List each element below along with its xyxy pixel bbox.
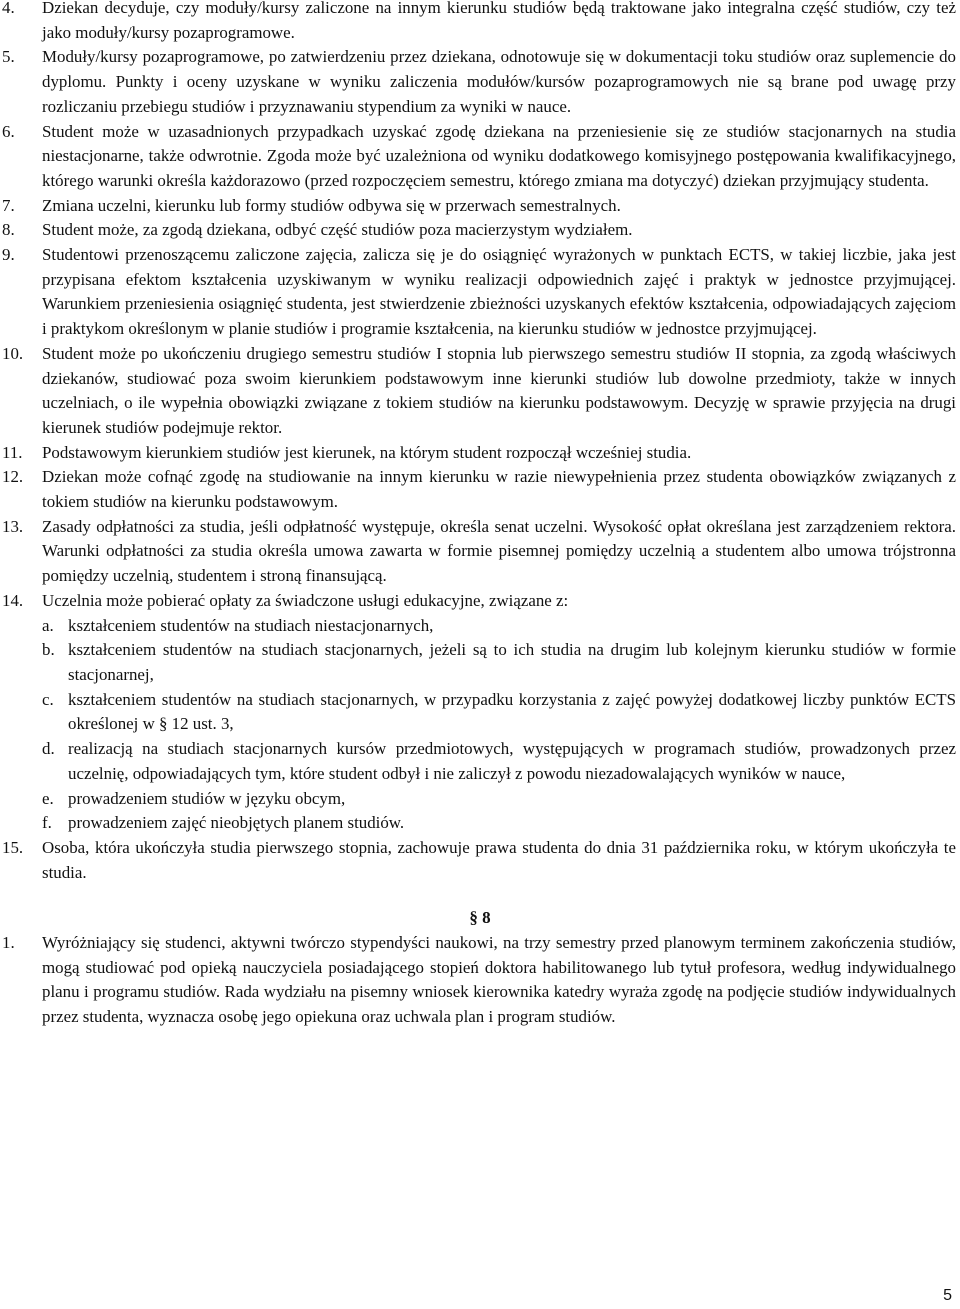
list-item — [0, 120, 960, 194]
item-number: 12. — [2, 467, 24, 487]
sublist-text: prowadzeniem zajęć nieobjętych planem studiów. — [68, 813, 405, 833]
sublist-letter: e. — [42, 788, 54, 808]
sublist-item — [42, 737, 956, 786]
sublist-item — [42, 614, 956, 639]
section-heading: § 8 — [469, 908, 491, 928]
sublist-text: kształceniem studentów na studiach niestacjonarnych, — [68, 615, 434, 635]
sublist-text: prowadzeniem studiów w języku obcym, — [68, 788, 346, 808]
fee-sublist — [42, 614, 956, 836]
sublist-letter: b. — [42, 640, 55, 660]
item-text: Uczelnia może pobierać opłaty za świadczone usługi edukacyjne, związane z: — [42, 590, 569, 610]
list-item — [0, 515, 960, 589]
item-text: Student może po ukończeniu drugiego semestru studiów I stopnia lub pierwszego semestru studiów II stopnia, za zgodą właściwych dziekanów, studiować poza swoim kierunkiem podstawowym inne kierunki studiów lub dowolne przedmioty, także w innych uczelniach, o ile wypełnia obowiązki związane z tokiem studiów na kierunku podstawowym. Decyzję w sprawie przyjęcia na drugi kierunek studiów podejmuje rektor. — [42, 343, 956, 437]
sublist-letter: f. — [42, 813, 52, 833]
sublist-item — [42, 638, 956, 687]
item-text: Podstawowym kierunkiem studiów jest kierunek, na którym student rozpoczął wcześniej studia. — [42, 442, 692, 462]
item-text: Student może, za zgodą dziekana, odbyć część studiów poza macierzystym wydziałem. — [42, 220, 633, 240]
list-item — [0, 243, 960, 342]
list-item — [0, 194, 960, 219]
item-number: 14. — [2, 590, 24, 610]
item-text: Moduły/kursy pozaprogramowe, po zatwierdzeniu przez dziekana, odnotowuje się w dokumentacji toku studiów oraz suplemencie do dyplomu. Punkty i oceny uzyskane w wyniku zaliczenia modułów/kursów pozaprogramowych nie są brane pod uwagę przy rozliczaniu przebiegu studiów i przyznawaniu stypendium za wyniki w nauce. — [42, 47, 956, 116]
sublist-item — [42, 688, 956, 737]
list-item — [0, 218, 960, 243]
list-item — [0, 931, 960, 1030]
section-8-list — [0, 931, 960, 1030]
sublist-letter: d. — [42, 739, 55, 759]
list-item — [0, 45, 960, 119]
sublist-letter: a. — [42, 615, 54, 635]
item-text-with-sublist — [42, 589, 960, 836]
item-text: Dziekan może cofnąć zgodę na studiowanie na innym kierunku w razie niewypełnienia przez studenta obowiązków związanych z tokiem studiów na kierunku podstawowym. — [42, 467, 956, 512]
list-item — [0, 465, 960, 514]
item-text: Wyróżniający się studenci, aktywni twórczo stypendyści naukowi, na trzy semestry przed planowym terminem zakończenia studiów, mogą studiować pod opieką nauczyciela posiadającego stopień doktora habilitowanego lub tytuł profesora, według indywidualnego planu i programu studiów. Rada wydziału na pisemny wniosek kierownika katedry wyraża zgodę na podjęcie studiów indywidualnych przez studenta, wyznacza osobę jego opiekuna oraz uchwala plan i program studiów. — [42, 933, 956, 1027]
item-number: 1. — [2, 933, 15, 953]
list-item — [0, 836, 960, 885]
item-number: 13. — [2, 516, 24, 536]
item-number: 11. — [2, 442, 23, 462]
item-number: 7. — [2, 195, 15, 215]
item-number: 10. — [2, 343, 24, 363]
item-text: Zmiana uczelni, kierunku lub formy studiów odbywa się w przerwach semestralnych. — [42, 195, 621, 215]
item-number: 15. — [2, 837, 24, 857]
item-text: Zasady odpłatności za studia, jeśli odpłatność występuje, określa senat uczelni. Wysokość opłat określana jest zarządzeniem rektora. Warunki odpłatności za studia określa umowa zawarta w formie pisemnej pomiędzy uczelnią a studentem albo umowa trójstronna pomiędzy uczelnią, studentem i stroną finansującą. — [42, 516, 956, 586]
sublist-text: kształceniem studentów na studiach stacjonarnych, jeżeli są to ich studia na drugim lub kolejnym kierunku studiów w formie stacjonarnej, — [68, 640, 956, 684]
item-number: 9. — [2, 245, 15, 265]
list-item — [0, 342, 960, 441]
list-item — [0, 589, 960, 836]
item-number: 5. — [2, 47, 15, 67]
item-text: Studentowi przenoszącemu zaliczone zajęcia, zalicza się je do osiągnięć wyrażonych w punktach ECTS, w takiej liczbie, jaka jest przypisana efektom kształcenia uzyskiwanym w wyniku realizacji odpowiednich zajęć i praktyk w jednostce przyjmującej. Warunkiem przeniesienia osiągnięć studenta, jest stwierdzenie zbieżności uzyskanych efektów kształcenia, odpowiadających zajęciom i praktykom określonym w planie studiów i programie kształcenia, na kierunku studiów w jednostce przyjmującej. — [42, 245, 956, 339]
item-text: Student może w uzasadnionych przypadkach uzyskać zgodę dziekana na przeniesienie się ze studiów stacjonarnych na studia niestacjonarne, także odwrotnie. Zgoda może być uzależniona od wyniku dodatkowego komisyjnego postępowania kwalifikacyjnego, którego warunki określa każdorazowo (przed rozpoczęciem semestru, którego zmiana ma dotyczyć) dziekan przyjmujący studenta. — [42, 121, 956, 190]
list-item — [0, 0, 960, 45]
page-number: 5 — [943, 1287, 952, 1304]
item-number: 6. — [2, 121, 15, 141]
item-text: Dziekan decyduje, czy moduły/kursy zaliczone na innym kierunku studiów będą traktowane jako integralna część studiów, czy też jako moduły/kursy pozaprogramowe. — [42, 0, 956, 42]
sublist-text: kształceniem studentów na studiach stacjonarnych, w przypadku korzystania z zajęć powyżej dodatkowej liczby punktów ECTS określonej w § 12 ust. 3, — [68, 689, 956, 734]
item-text: Osoba, która ukończyła studia pierwszego stopnia, zachowuje prawa studenta do dnia 31 października roku, w którym ukończyła te studia. — [42, 837, 956, 882]
sublist-letter: c. — [42, 689, 54, 709]
item-number: 4. — [2, 0, 15, 17]
sublist-text: realizacją na studiach stacjonarnych kursów przedmiotowych, występujących w programach studiów, prowadzonych przez uczelnię, odpowiadających tym, które student odbył i nie zaliczył z powodu niezadowalających wyników w nauce, — [68, 739, 956, 783]
sublist-item — [42, 787, 956, 812]
sublist-item — [42, 811, 956, 836]
list-item — [0, 441, 960, 466]
item-number: 8. — [2, 220, 15, 240]
